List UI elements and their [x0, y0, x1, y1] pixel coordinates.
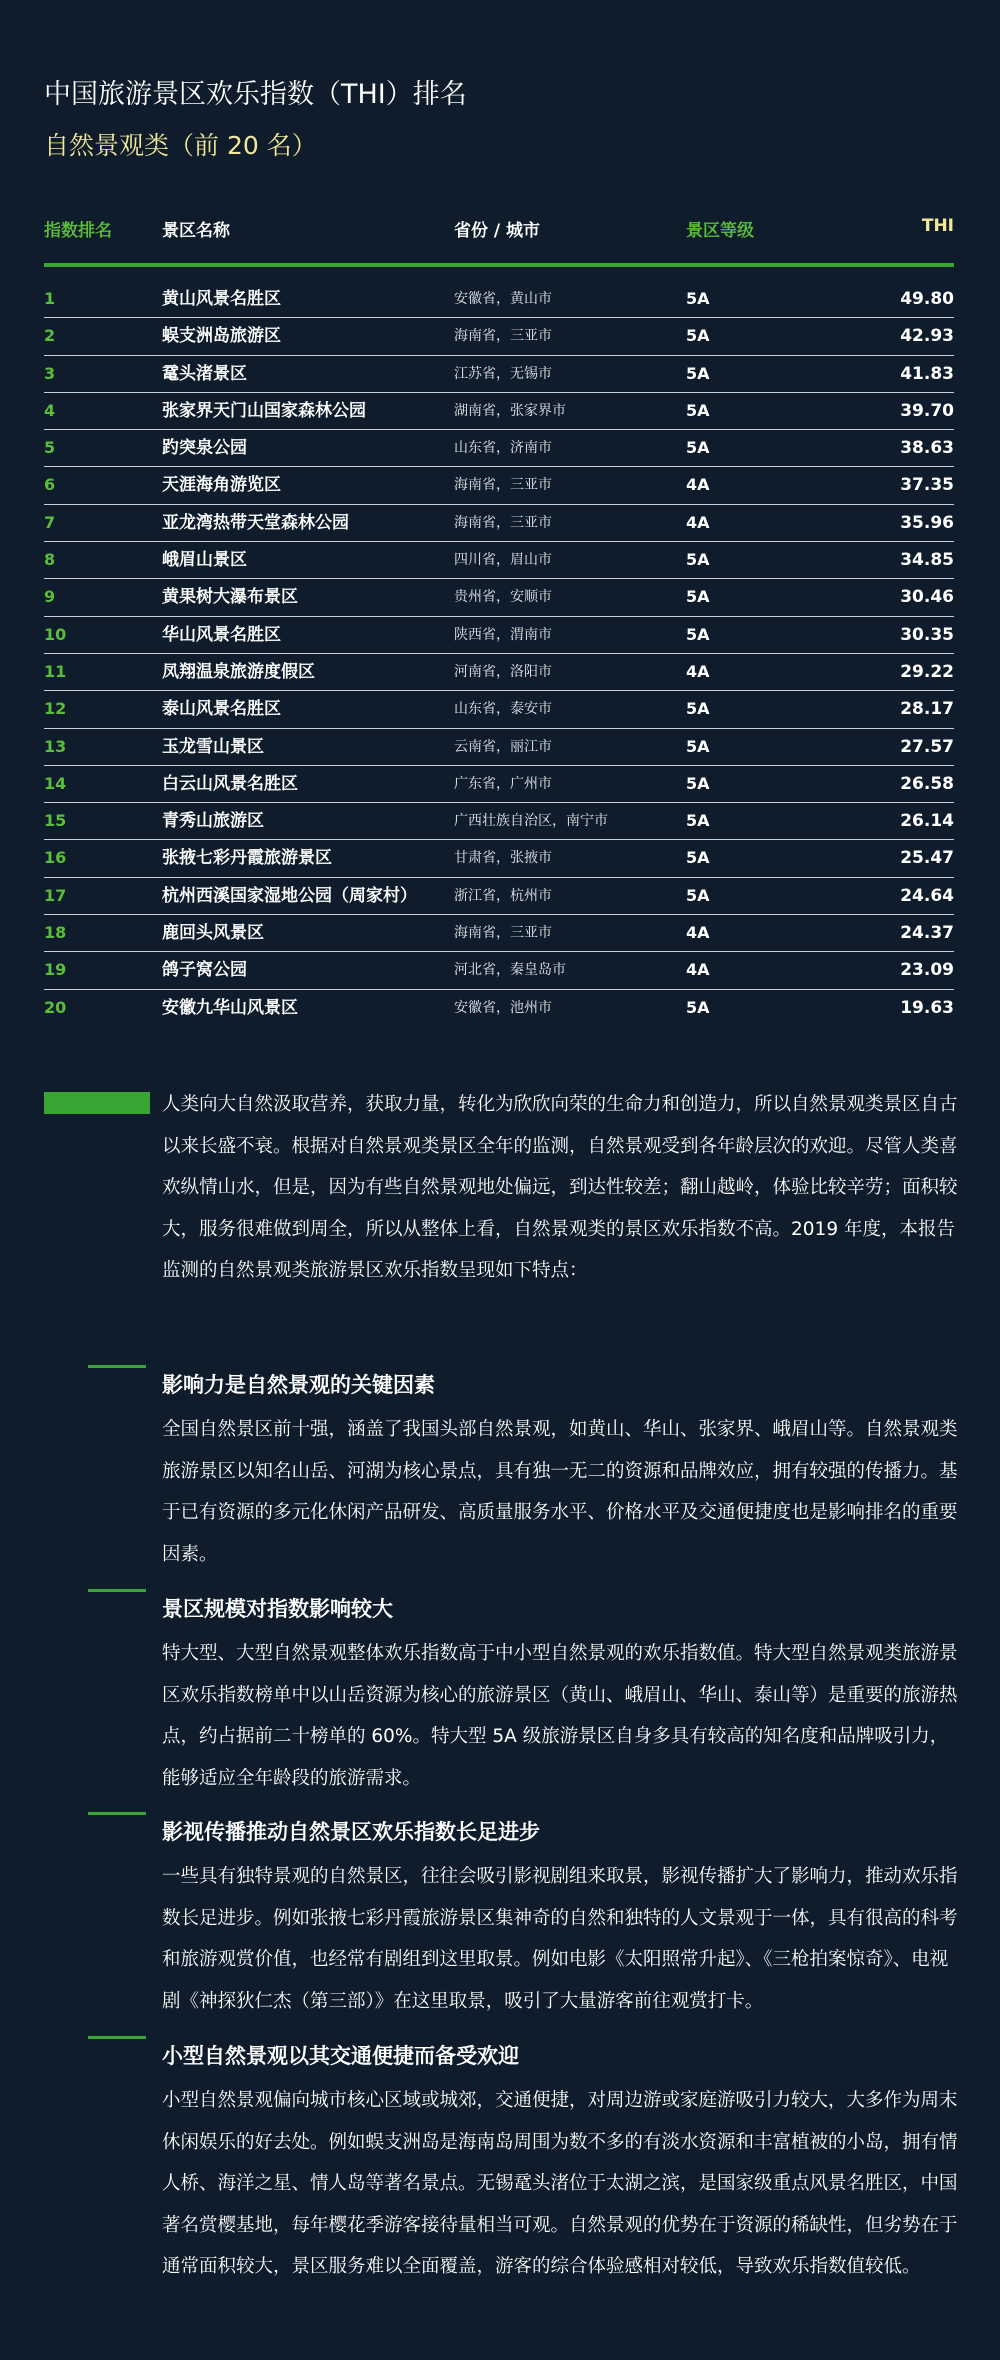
rank-cell: 20	[44, 997, 67, 1017]
rank-cell: 10	[44, 624, 67, 644]
grade-cell: 5A	[686, 811, 710, 831]
thi-cell: 29.22	[900, 661, 954, 682]
thi-cell: 49.80	[900, 289, 954, 309]
intro-paragraph: 人类向大自然汲取营养，获取力量，转化为欣欣向荣的生命力和创造力，所以自然景观类景区自古以来长盛不衰。根据对自然景观类景区全年的监测，自然景观受到各年龄层次的欢迎。尽管人类喜欢纵情山水，但是，因为有些自然景观地处偏远，到达性较差；翻山越岭，体验比较辛劳；面积较大，服务很难做到周全，所以从整体上看，自然景观类的景区欢乐指数不高。2019 年度，本报告监测的自然景观类旅游景区欢乐指数呈现如下特点：	[162, 1094, 958, 1281]
grade-cell: 5A	[686, 289, 710, 308]
thi-cell: 39.70	[900, 400, 954, 421]
name-cell: 白云山风景名胜区	[162, 773, 298, 794]
province-cell: 浙江省，杭州市	[454, 887, 552, 904]
table-row	[44, 840, 954, 877]
province-cell: 河北省，秦皇岛市	[454, 962, 566, 979]
name-cell: 鸽子窝公园	[162, 960, 247, 981]
thi-cell: 30.35	[900, 624, 954, 645]
thi-cell: 42.93	[900, 326, 954, 347]
table-row	[44, 505, 954, 542]
thi-cell: 23.09	[900, 960, 954, 981]
name-cell: 张掖七彩丹霞旅游景区	[162, 848, 332, 869]
table-row	[44, 393, 954, 430]
province-cell: 云南省，丽江市	[454, 738, 552, 755]
header-name: 景区名称	[162, 221, 230, 241]
thi-cell: 41.83	[900, 363, 954, 384]
thi-cell: 37.35	[900, 475, 954, 496]
table-row	[44, 878, 954, 915]
table-row	[44, 356, 954, 393]
section-accent-line	[88, 2036, 146, 2039]
rank-cell: 7	[44, 512, 56, 532]
table-header	[44, 216, 954, 246]
grade-cell: 5A	[686, 363, 710, 383]
intro-accent-bar	[44, 1092, 150, 1114]
thi-cell: 34.85	[900, 550, 954, 571]
name-cell: 华山风景名胜区	[162, 624, 281, 645]
table-row	[44, 766, 954, 803]
header-thi: THI	[921, 216, 954, 236]
rank-cell: 3	[44, 363, 56, 383]
table-row	[44, 990, 954, 1027]
thi-cell: 27.57	[900, 736, 954, 757]
grade-cell: 4A	[686, 512, 710, 532]
name-cell: 鹿回头风景区	[162, 923, 264, 944]
table-row	[44, 691, 954, 728]
name-cell: 杭州西溪国家湿地公园（周家村）	[162, 885, 417, 906]
rank-cell: 19	[44, 960, 67, 980]
province-cell: 安徽省，池州市	[454, 999, 552, 1016]
grade-cell: 5A	[686, 550, 710, 570]
table-row	[44, 617, 954, 654]
name-cell: 亚龙湾热带天堂森林公园	[162, 512, 349, 533]
province-cell: 四川省，眉山市	[454, 552, 552, 569]
name-cell: 趵突泉公园	[162, 438, 247, 459]
rank-cell: 13	[44, 736, 67, 756]
name-cell: 玉龙雪山景区	[162, 736, 264, 757]
thi-cell: 19.63	[900, 997, 954, 1018]
province-cell: 广东省，广州市	[454, 775, 552, 792]
name-cell: 凤翔温泉旅游度假区	[162, 661, 315, 682]
grade-cell: 5A	[686, 624, 710, 644]
rank-cell: 14	[44, 773, 67, 793]
table-row	[44, 952, 954, 989]
province-cell: 江苏省，无锡市	[454, 365, 552, 382]
ranking-table	[44, 281, 954, 1027]
grade-cell: 5A	[686, 885, 710, 905]
grade-cell: 5A	[686, 736, 710, 756]
table-row	[44, 430, 954, 467]
section-title: 景区规模对指数影响较大	[162, 1597, 393, 1621]
name-cell: 黄果树大瀑布景区	[162, 587, 298, 608]
province-cell: 甘肃省，张掖市	[454, 850, 552, 867]
name-cell: 黄山风景名胜区	[162, 289, 281, 309]
thi-cell: 24.37	[900, 923, 954, 944]
section-title: 小型自然景观以其交通便捷而备受欢迎	[162, 2044, 519, 2068]
rank-cell: 1	[44, 289, 56, 308]
grade-cell: 5A	[686, 400, 710, 420]
header-province: 省份 / 城市	[454, 221, 541, 241]
thi-cell: 28.17	[900, 699, 954, 720]
grade-cell: 5A	[686, 848, 710, 868]
section-title: 影响力是自然景观的关键因素	[162, 1373, 435, 1397]
province-cell: 安徽省，黄山市	[454, 291, 552, 307]
table-row	[44, 318, 954, 355]
thi-cell: 24.64	[900, 885, 954, 906]
grade-cell: 5A	[686, 587, 710, 607]
grade-cell: 5A	[686, 997, 710, 1017]
grade-cell: 4A	[686, 475, 710, 495]
province-cell: 陕西省，渭南市	[454, 626, 552, 643]
rank-cell: 5	[44, 438, 56, 458]
name-cell: 张家界天门山国家森林公园	[162, 400, 366, 421]
province-cell: 山东省，泰安市	[454, 701, 552, 718]
rank-cell: 4	[44, 400, 56, 420]
header-divider	[44, 263, 954, 267]
province-cell: 山东省，济南市	[454, 440, 552, 457]
rank-cell: 2	[44, 326, 56, 346]
rank-cell: 8	[44, 550, 56, 570]
province-cell: 湖南省，张家界市	[454, 402, 566, 419]
table-row	[44, 467, 954, 504]
rank-cell: 6	[44, 475, 56, 495]
page-subtitle: 自然景观类（前 20 名）	[44, 131, 317, 160]
name-cell: 鼋头渚景区	[162, 363, 247, 384]
grade-cell: 5A	[686, 773, 710, 793]
province-cell: 河南省，洛阳市	[454, 663, 552, 680]
name-cell: 安徽九华山风景区	[162, 997, 298, 1018]
grade-cell: 4A	[686, 661, 710, 681]
province-cell: 海南省，三亚市	[454, 328, 552, 345]
table-row	[44, 579, 954, 616]
thi-cell: 26.14	[900, 811, 954, 832]
section-body: 小型自然景观偏向城市核心区域或城郊，交通便捷，对周边游或家庭游吸引力较大，大多作为周末休闲娱乐的好去处。例如蜈支洲岛是海南岛周围为数不多的有淡水资源和丰富植被的小岛，拥有情人桥、海洋之星、情人岛等著名景点。无锡鼋头渚位于太湖之滨，是国家级重点风景名胜区，中国著名赏樱基地，每年樱花季游客接待量相当可观。自然景观的优势在于资源的稀缺性，但劣势在于通常面积较大，景区服务难以全面覆盖，游客的综合体验感相对较低，导致欢乐指数值较低。	[162, 2090, 958, 2277]
thi-cell: 38.63	[900, 438, 954, 459]
thi-cell: 25.47	[900, 848, 954, 869]
table-row	[44, 729, 954, 766]
table-row	[44, 654, 954, 691]
province-cell: 海南省，三亚市	[454, 514, 552, 531]
name-cell: 泰山风景名胜区	[162, 699, 281, 720]
section-accent-line	[88, 1365, 146, 1368]
province-cell: 广西壮族自治区，南宁市	[454, 813, 608, 830]
grade-cell: 5A	[686, 699, 710, 719]
table-row	[44, 915, 954, 952]
section-accent-line	[88, 1812, 146, 1815]
province-cell: 贵州省，安顺市	[454, 589, 552, 606]
rank-cell: 15	[44, 811, 67, 831]
section-body: 全国自然景区前十强，涵盖了我国头部自然景观，如黄山、华山、张家界、峨眉山等。自然景观类旅游景区以知名山岳、河湖为核心景点，具有独一无二的资源和品牌效应，拥有较强的传播力。基于已有资源的多元化休闲产品研发、高质量服务水平、价格水平及交通便捷度也是影响排名的重要因素。	[162, 1419, 958, 1565]
name-cell: 青秀山旅游区	[162, 811, 264, 832]
thi-cell: 26.58	[900, 773, 954, 794]
table-row	[44, 542, 954, 579]
grade-cell: 5A	[686, 438, 710, 458]
name-cell: 蜈支洲岛旅游区	[162, 326, 281, 347]
name-cell: 峨眉山景区	[162, 550, 247, 571]
section-accent-line	[88, 1589, 146, 1592]
rank-cell: 9	[44, 587, 56, 607]
header-grade: 景区等级	[686, 221, 754, 241]
province-cell: 海南省，三亚市	[454, 477, 552, 494]
name-cell: 天涯海角游览区	[162, 475, 281, 496]
table-row	[44, 803, 954, 840]
page-title: 中国旅游景区欢乐指数（THI）排名	[44, 79, 467, 110]
province-cell: 海南省，三亚市	[454, 925, 552, 942]
thi-cell: 35.96	[900, 512, 954, 533]
grade-cell: 5A	[686, 326, 710, 346]
section-body: 一些具有独特景观的自然景区，往往会吸引影视剧组来取景，影视传播扩大了影响力，推动欢乐指数长足进步。例如张掖七彩丹霞旅游景区集神奇的自然和独特的人文景观于一体，具有很高的科考和旅游观赏价值，也经常有剧组到这里取景。例如电影《太阳照常升起》、《三枪拍案惊奇》、电视剧《神探狄仁杰（第三部）》在这里取景，吸引了大量游客前往观赏打卡。	[162, 1866, 958, 2012]
rank-cell: 17	[44, 885, 67, 905]
table-row	[44, 281, 954, 318]
header-rank: 指数排名	[44, 221, 112, 241]
rank-cell: 11	[44, 661, 67, 681]
thi-cell: 30.46	[900, 587, 954, 608]
rank-cell: 18	[44, 923, 67, 943]
rank-cell: 16	[44, 848, 67, 868]
rank-cell: 12	[44, 699, 67, 719]
section-body: 特大型、大型自然景观整体欢乐指数高于中小型自然景观的欢乐指数值。特大型自然景观类旅游景区欢乐指数榜单中以山岳资源为核心的旅游景区（黄山、峨眉山、华山、泰山等）是重要的旅游热点，约占据前二十榜单的 60%。特大型 5A 级旅游景区自身多具有较高的知名度和品牌吸引力，能够适应全年龄段的旅游需求。	[162, 1643, 958, 1789]
section-title: 影视传播推动自然景区欢乐指数长足进步	[162, 1820, 540, 1844]
grade-cell: 4A	[686, 960, 710, 980]
grade-cell: 4A	[686, 923, 710, 943]
